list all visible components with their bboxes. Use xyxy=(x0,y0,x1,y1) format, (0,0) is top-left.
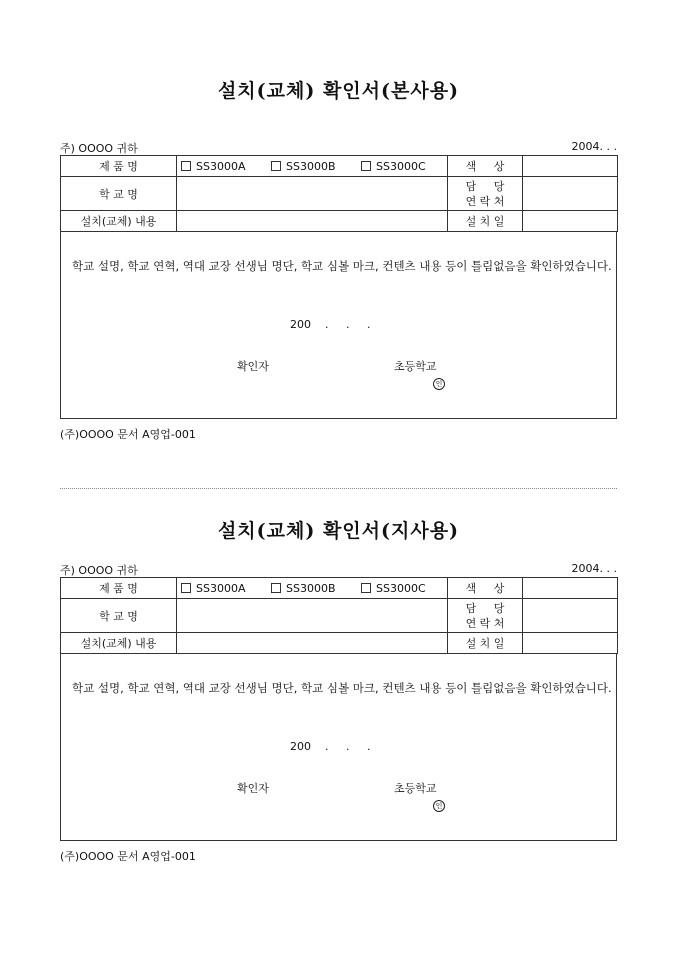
document-footer: (주)OOOO 문서 A영업-001 xyxy=(60,850,196,863)
confirmation-text: 학교 설명, 학교 연혁, 역대 교장 선생님 명단, 학교 심볼 마크, 컨텐츠 내용 등이 틀림없음을 확인하였습니다. xyxy=(72,259,612,273)
school-suffix: 초등학교 xyxy=(394,782,437,795)
checkbox-icon[interactable] xyxy=(361,583,371,593)
color-label: 색 상 xyxy=(448,156,523,177)
school-label: 학 교 명 xyxy=(61,177,177,211)
install-date-label: 설 치 일 xyxy=(448,211,523,232)
product-option-ss3000c[interactable]: SS3000C xyxy=(361,160,426,173)
recipient: 주) OOOO 귀하 xyxy=(60,564,138,577)
school-suffix: 초등학교 xyxy=(394,360,437,373)
color-label: 색 상 xyxy=(448,578,523,599)
contact-label: 담 당 연 락 처 xyxy=(448,599,523,633)
issue-date: 2004. . . xyxy=(571,140,617,153)
form-header xyxy=(60,561,617,577)
info-table xyxy=(60,577,618,654)
confirmer-label: 확인자 xyxy=(237,782,269,795)
recipient: 주) OOOO 귀하 xyxy=(60,142,138,155)
form-title: 설치(교체) 확인서(지사용) xyxy=(217,520,460,542)
seal-icon: 인 xyxy=(433,800,445,812)
product-option-ss3000c[interactable]: SS3000C xyxy=(361,582,426,595)
install-content-field[interactable] xyxy=(177,211,448,232)
product-option-ss3000a[interactable]: SS3000A xyxy=(181,160,245,173)
school-field[interactable] xyxy=(177,599,448,633)
product-label: 제 품 명 xyxy=(61,578,177,599)
install-content-label: 설치(교체) 내용 xyxy=(61,211,177,232)
product-options xyxy=(177,578,448,599)
form-title: 설치(교체) 확인서(본사용) xyxy=(217,80,460,102)
install-content-field[interactable] xyxy=(177,633,448,654)
install-date-label: 설 치 일 xyxy=(448,633,523,654)
school-field[interactable] xyxy=(177,177,448,211)
contact-field[interactable] xyxy=(523,177,618,211)
confirmation-box xyxy=(60,232,617,419)
checkbox-icon[interactable] xyxy=(181,161,191,171)
cut-line xyxy=(60,488,617,489)
install-content-label: 설치(교체) 내용 xyxy=(61,633,177,654)
school-label: 학 교 명 xyxy=(61,599,177,633)
form-header xyxy=(60,139,617,155)
confirmation-form-head-office xyxy=(60,78,617,442)
confirmation-text: 학교 설명, 학교 연혁, 역대 교장 선생님 명단, 학교 심볼 마크, 컨텐츠 내용 등이 틀림없음을 확인하였습니다. xyxy=(72,681,612,695)
install-date-field[interactable] xyxy=(523,633,618,654)
confirmation-box xyxy=(60,654,617,841)
confirmation-date: 200 . . . xyxy=(290,318,371,331)
confirmer-label: 확인자 xyxy=(237,360,269,373)
color-field[interactable] xyxy=(523,578,618,599)
checkbox-icon[interactable] xyxy=(361,161,371,171)
checkbox-icon[interactable] xyxy=(181,583,191,593)
contact-field[interactable] xyxy=(523,599,618,633)
install-date-field[interactable] xyxy=(523,211,618,232)
checkbox-icon[interactable] xyxy=(271,161,281,171)
contact-label: 담 당 연 락 처 xyxy=(448,177,523,211)
product-options xyxy=(177,156,448,177)
info-table xyxy=(60,155,618,232)
confirmation-date: 200 . . . xyxy=(290,740,371,753)
product-option-ss3000b[interactable]: SS3000B xyxy=(271,160,336,173)
seal-icon: 인 xyxy=(433,378,445,390)
product-option-ss3000a[interactable]: SS3000A xyxy=(181,582,245,595)
product-label: 제 품 명 xyxy=(61,156,177,177)
confirmation-form-branch xyxy=(60,518,617,864)
issue-date: 2004. . . xyxy=(571,562,617,575)
checkbox-icon[interactable] xyxy=(271,583,281,593)
color-field[interactable] xyxy=(523,156,618,177)
document-footer: (주)OOOO 문서 A영업-001 xyxy=(60,428,196,441)
product-option-ss3000b[interactable]: SS3000B xyxy=(271,582,336,595)
